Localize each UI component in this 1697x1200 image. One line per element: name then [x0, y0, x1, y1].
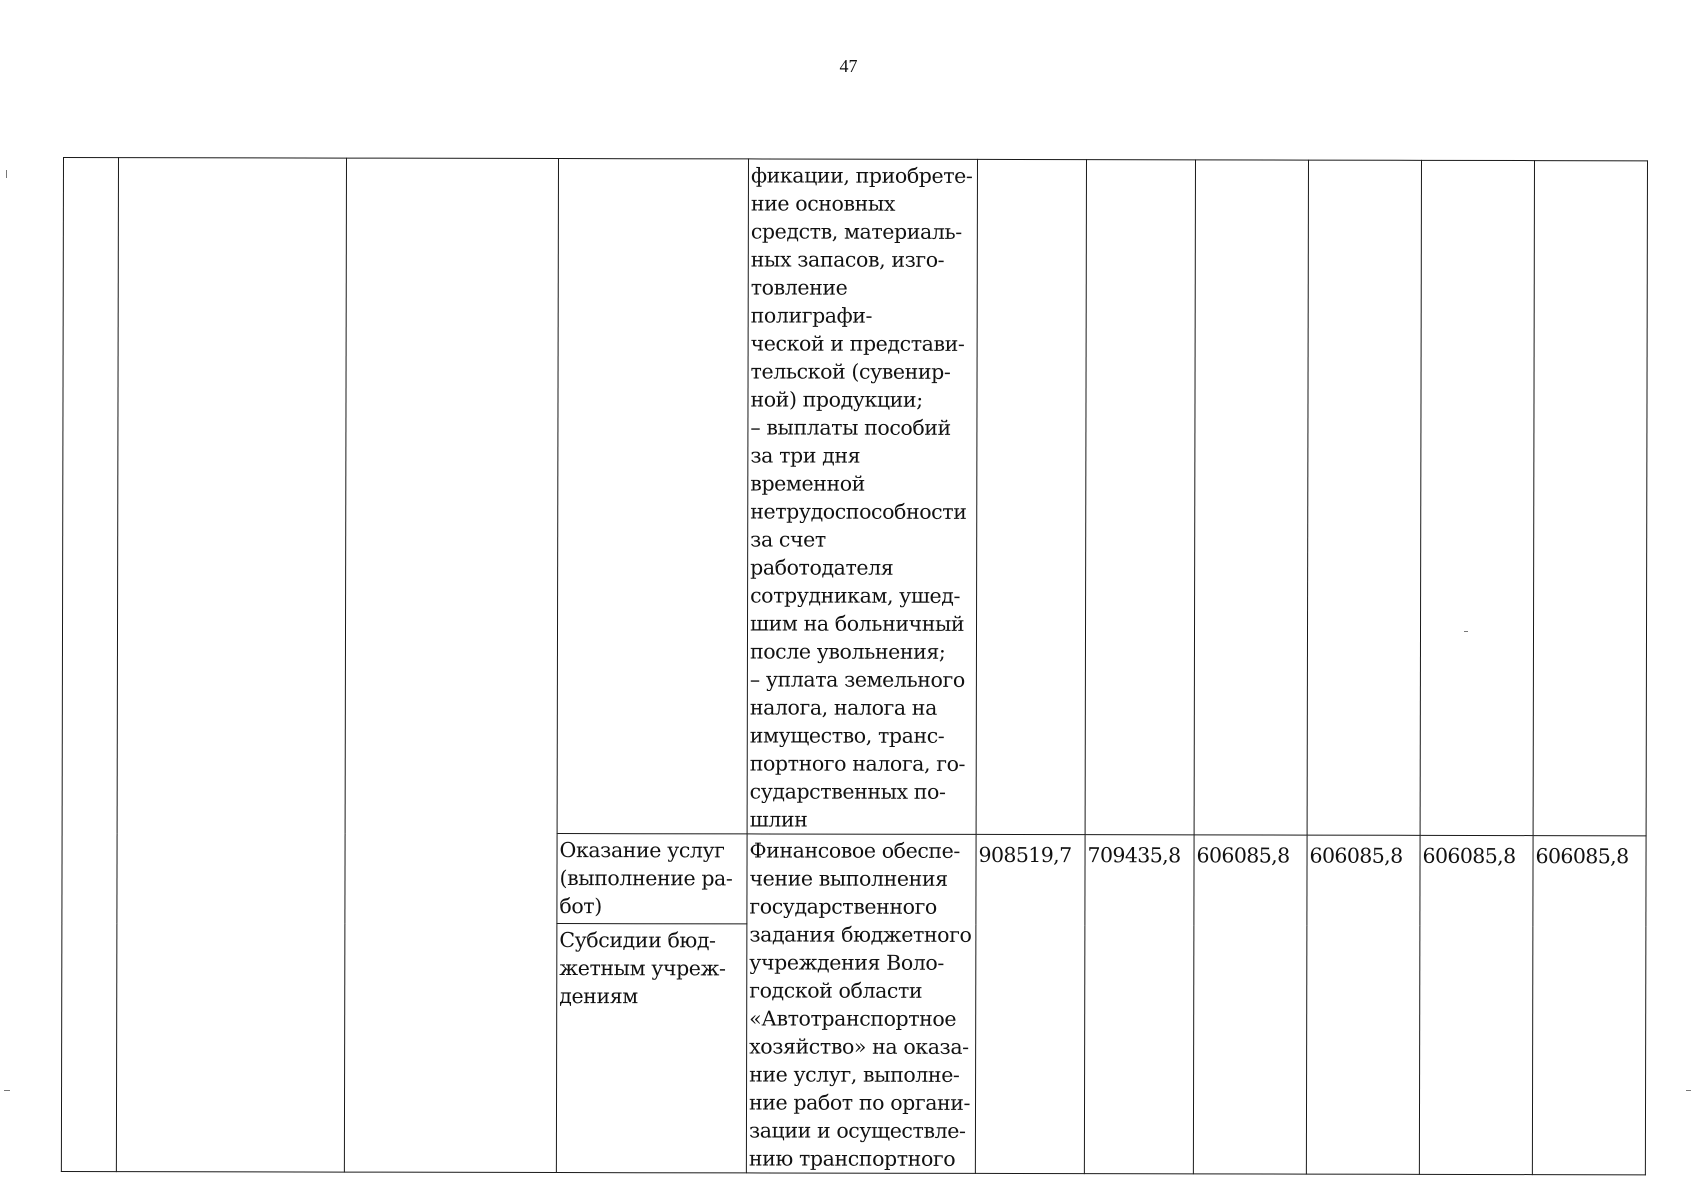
subtype-label: Субсидии бюд- жетным учреж- дениям	[559, 928, 726, 1009]
value-cell	[975, 834, 1085, 1173]
description-text: Финансовое обеспе- чение выполнения государственного задания бюджетного учреждения Воло- годской области «Автотранспортное хозяйство» на оказа- ние услуг, выполне- ние работ по органи- зации и осуществле- нию транспортного	[748, 838, 972, 1171]
type-cell	[557, 834, 747, 924]
program-cell	[116, 158, 346, 1172]
scan-speck	[1464, 631, 1468, 632]
value-text: 908519,7	[978, 842, 1072, 868]
description-cell	[747, 159, 977, 834]
budget-table	[61, 157, 1648, 1175]
description-text: фикации, приобрете- ние основных средств, материаль- ных запасов, изго- товление полиграфи- ческой и представи- тельской (сувенир- ной) продукции; – выплаты пособий за три дня временной нетрудоспособности за счет работодателя сотрудникам, ушед- шим на больничный после увольнения; – уплата земельного налога, налога на имущество, транс- портного налога, го- сударственных по- шлин	[749, 163, 973, 832]
value-text: 606085,8	[1422, 843, 1516, 869]
value-cell	[1532, 836, 1646, 1175]
type-cell-empty	[557, 159, 748, 834]
index-cell	[61, 158, 118, 1172]
executor-cell	[344, 158, 558, 1172]
type-label: Оказание услуг (выполнение ра- бот)	[559, 838, 733, 919]
value-cell	[1419, 835, 1533, 1174]
value-cell	[1084, 835, 1194, 1174]
scan-speck	[4, 1090, 10, 1091]
value-cell	[1193, 835, 1307, 1174]
value-cell	[976, 159, 1086, 834]
value-cell	[1420, 160, 1534, 835]
scan-speck	[6, 170, 7, 178]
description-cell	[746, 834, 976, 1173]
value-text: 606085,8	[1196, 843, 1290, 868]
value-cell	[1194, 160, 1308, 835]
value-cell	[1306, 835, 1420, 1174]
value-cell	[1533, 161, 1647, 836]
table-row	[62, 158, 1647, 836]
value-text: 606085,8	[1309, 843, 1403, 868]
value-text: 709435,8	[1087, 843, 1181, 868]
scan-speck	[1686, 1090, 1691, 1091]
page-number: 47	[839, 56, 858, 76]
subtype-cell	[556, 924, 747, 1173]
value-cell	[1085, 160, 1195, 835]
value-text: 606085,8	[1535, 844, 1629, 869]
value-cell	[1307, 160, 1421, 835]
